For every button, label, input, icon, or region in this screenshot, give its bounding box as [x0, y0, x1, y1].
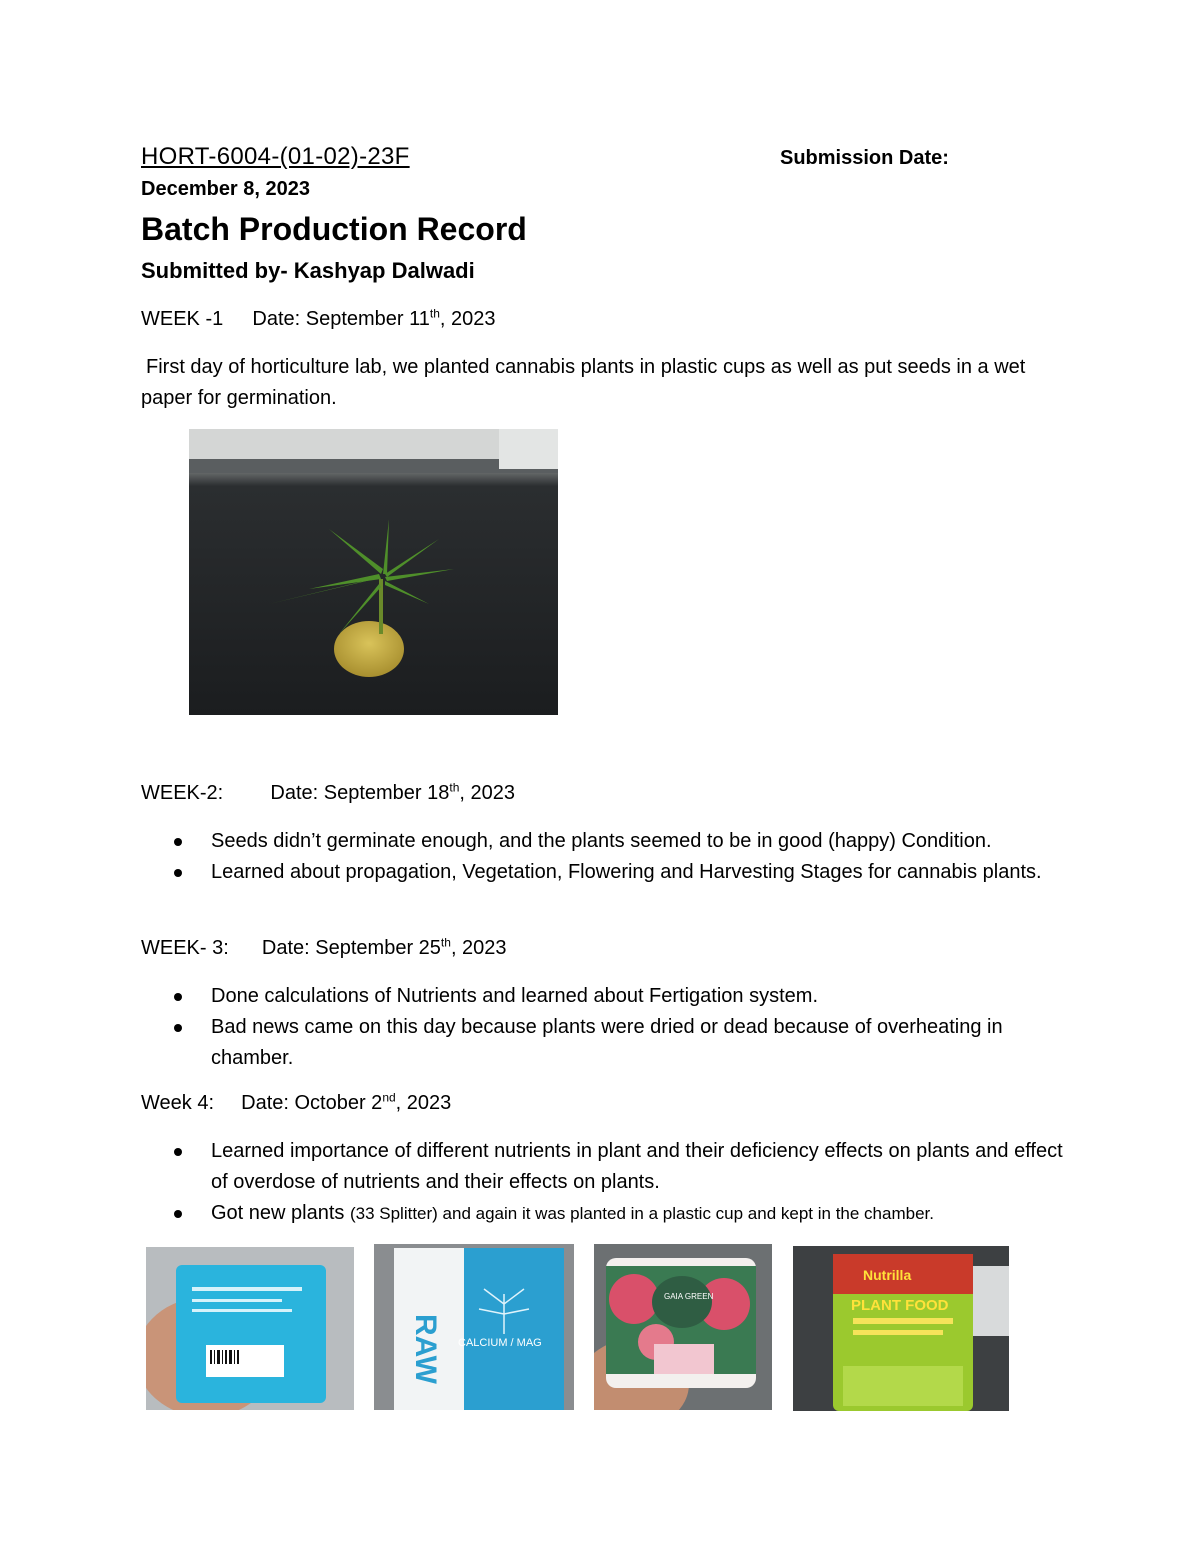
- seed-packet-photo: [146, 1247, 354, 1410]
- week2-bullets: [141, 826, 1071, 888]
- week1-label: WEEK -1: [141, 308, 224, 330]
- week3-bullets: [141, 981, 1071, 1074]
- week2-date: Date: September 18th, 2023: [270, 780, 515, 804]
- gaia-green-photo: [594, 1244, 772, 1410]
- list-item: Bad news came on this day because plants were dried or dead because of overheating in chamber.: [141, 1012, 1071, 1074]
- week4-heading: [141, 1092, 451, 1115]
- plant-food-text: PLANT FOOD: [851, 1297, 949, 1314]
- list-item: Done calculations of Nutrients and learned about Fertigation system.: [141, 981, 1071, 1012]
- week4-date: Date: October 2nd, 2023: [241, 1090, 452, 1114]
- week3-heading: [141, 937, 507, 960]
- nutrilla-brand-text: Nutrilla: [863, 1267, 912, 1283]
- week2-heading: [141, 782, 515, 805]
- document-title: Batch Production Record: [141, 211, 527, 247]
- week4-bullets: [141, 1136, 1071, 1229]
- calcium-mag-text: CALCIUM / MAG: [458, 1337, 542, 1349]
- list-item: Learned importance of different nutrients in plant and their deficiency effects on plants and effect of overdose of nutrients and their effects on plants.: [141, 1136, 1071, 1198]
- week1-heading: [141, 308, 496, 331]
- week1-date: Date: September 11th, 2023: [252, 306, 496, 330]
- week3-label: WEEK- 3:: [141, 937, 229, 959]
- submission-date-value: December 8, 2023: [141, 178, 311, 200]
- week2-label: WEEK-2:: [141, 782, 224, 804]
- week3-date: Date: September 25th, 2023: [261, 935, 507, 959]
- week1-text: First day of horticulture lab, we planted cannabis plants in plastic cups as well as put seeds in a wet paper for germination.: [141, 356, 1026, 409]
- list-item: Seeds didn’t germinate enough, and the plants seemed to be in good (happy) Condition.: [141, 826, 1071, 857]
- week4-label: Week 4:: [141, 1092, 214, 1114]
- submitted-by: Submitted by- Kashyap Dalwadi: [141, 258, 475, 283]
- calcium-mag-photo: [374, 1244, 574, 1410]
- list-item: Learned about propagation, Vegetation, Flowering and Harvesting Stages for cannabis plants.: [141, 857, 1071, 888]
- plant-food-photo: [793, 1246, 1009, 1411]
- seedling-photo: [189, 429, 558, 715]
- course-code: HORT-6004-(01-02)-23F: [141, 143, 410, 170]
- submission-date-label: Submission Date:: [780, 147, 949, 169]
- list-item: Got new plants (33 Splitter) and again it was planted in a plastic cup and kept in the chamber.: [141, 1198, 1071, 1229]
- raw-brand-text: RAW: [409, 1314, 442, 1384]
- gaia-brand-text: GAIA GREEN: [664, 1292, 714, 1301]
